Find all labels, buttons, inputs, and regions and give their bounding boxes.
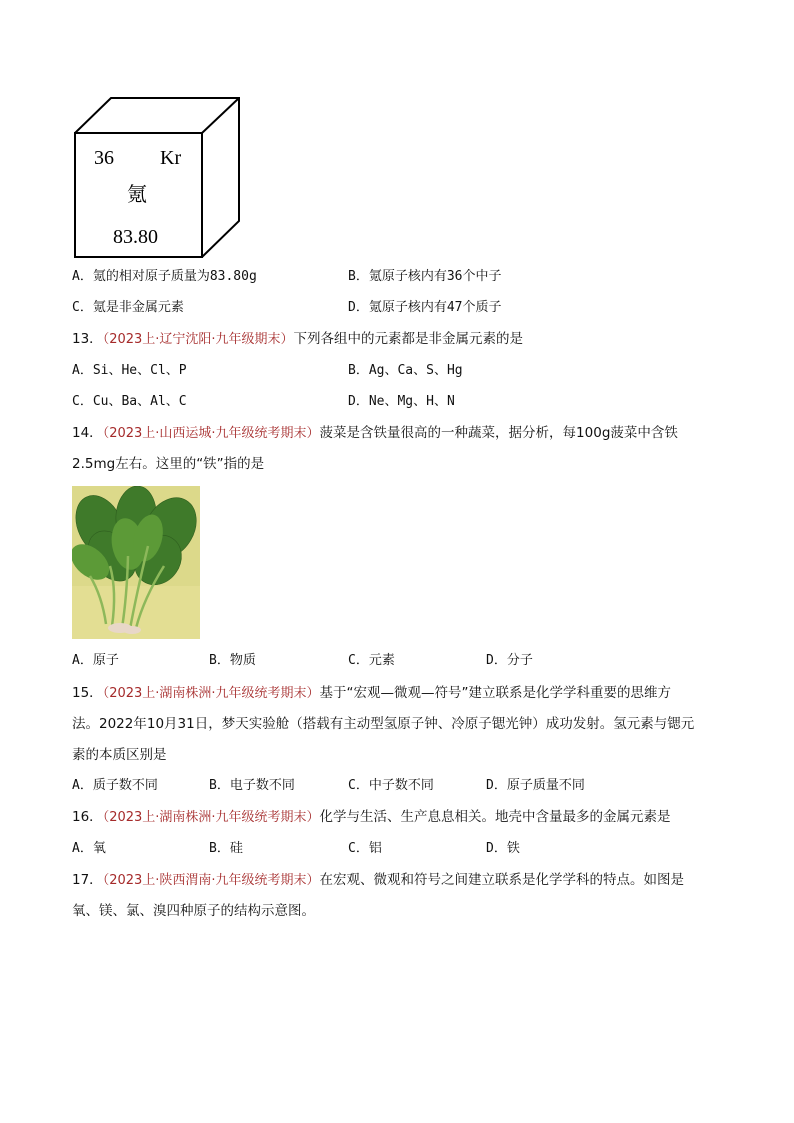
q17-stem-1: 在宏观、微观和符号之间建立联系是化学学科的特点。如图是 [319,872,685,888]
cube-top-right-edge [202,98,239,133]
q14-stem-line-1 [72,424,678,443]
q13-number: 13． [72,331,103,347]
q13-option-b: B．Ag、Ca、S、Hg [348,363,463,378]
q13-stem-line [72,330,523,349]
q14-option-a: A．原子 [72,653,119,668]
q12-option-a: A．氪的相对原子质量为83.80g [72,269,257,284]
q14-stem-line-2: 2.5mg左右。这里的“铁”指的是 [72,456,265,472]
q15-option-d: D．原子质量不同 [486,778,585,793]
q12-option-c: C．氪是非金属元素 [72,300,184,315]
q16-stem: 化学与生活、生产息息相关。地壳中含量最多的金属元素是 [319,809,671,825]
q15-stem-line-3: 素的本质区别是 [72,747,167,763]
q15-source: （2023上·湖南株洲·九年级统考期末） [102,686,320,701]
q16-number: 16． [72,809,103,825]
q12-option-d: D．氪原子核内有47个质子 [348,300,502,315]
q14-number: 14． [72,425,103,441]
q13-source: （2023上·辽宁沈阳·九年级期末） [102,332,294,347]
element-symbol: Kr [160,147,182,169]
atomic-mass: 83.80 [113,226,158,248]
q15-option-c: C．中子数不同 [348,778,434,793]
q15-option-b: B．电子数不同 [209,778,295,793]
q12-option-b: B．氪原子核内有36个中子 [348,269,502,284]
q17-stem-line-2: 氧、镁、氯、溴四种原子的结构示意图。 [72,903,315,919]
q17-stem-line-1 [72,871,684,890]
q14-stem-1: 菠菜是含铁量很高的一种蔬菜，据分析，每100g菠菜中含铁 [319,425,678,441]
q16-option-a: A．氧 [72,841,106,856]
q15-stem-line-2: 法。2022年10月31日，梦天实验舱（搭载有主动型氢原子钟、冷原子锶光钟）成功发射。氢元素与锶元 [72,716,695,732]
q16-stem-line [72,808,671,827]
q13-option-a: A．Si、He、Cl、P [72,363,187,378]
q16-option-d: D．铁 [486,841,520,856]
q14-source: （2023上·山西运城·九年级统考期末） [102,426,320,441]
q13-stem: 下列各组中的元素都是非金属元素的是 [293,331,524,347]
q16-option-b: B．硅 [209,841,243,856]
q16-option-c: C．铝 [348,841,382,856]
q14-option-d: D．分子 [486,653,533,668]
q15-stem-line-1 [72,684,671,703]
q17-number: 17． [72,872,103,888]
q13-option-c: C．Cu、Ba、Al、C [72,394,187,409]
q14-option-b: B．物质 [209,653,256,668]
atomic-number: 36 [94,147,114,169]
q14-option-c: C．元素 [348,653,395,668]
q16-source: （2023上·湖南株洲·九年级统考期末） [102,810,320,825]
q15-stem-1: 基于“宏观—微观—符号”建立联系是化学学科重要的思维方 [319,685,672,701]
q15-option-a: A．质子数不同 [72,778,158,793]
q17-source: （2023上·陕西渭南·九年级统考期末） [102,873,320,888]
element-name: 氪 [127,184,147,206]
element-cube-figure [72,96,242,259]
q13-option-d: D．Ne、Mg、H、N [348,394,455,409]
q15-number: 15． [72,685,103,701]
spinach-photo [72,486,200,639]
